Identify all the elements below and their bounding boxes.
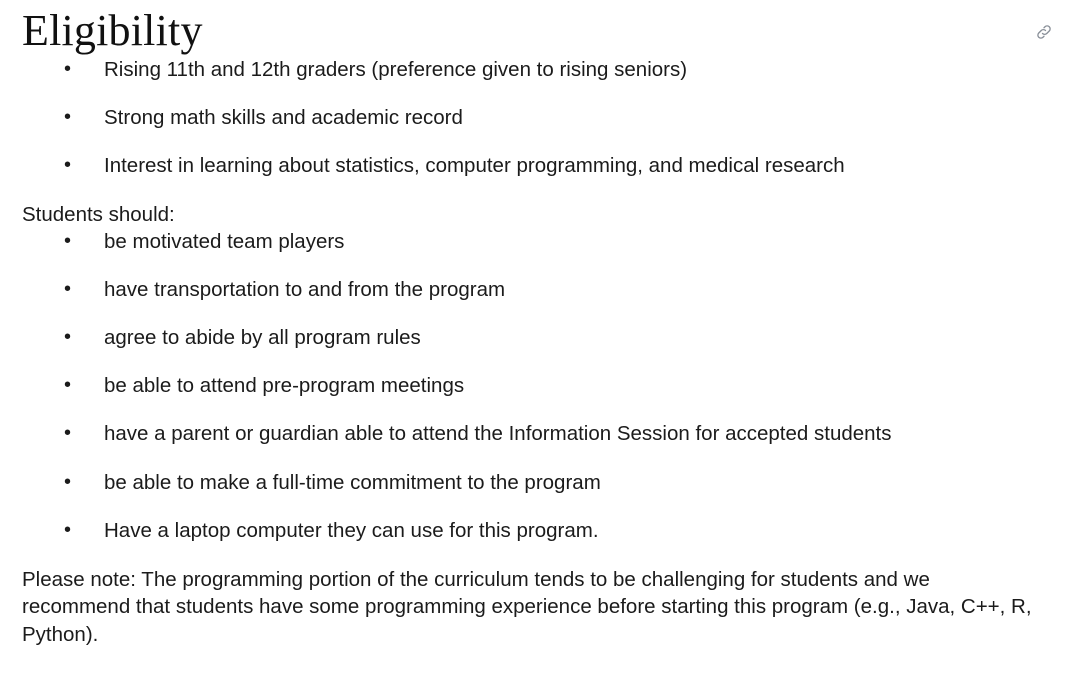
list-item-label: agree to abide by all program rules [104, 326, 421, 350]
list-item-label: be able to make a full-time commitment to the program [104, 470, 601, 494]
bullet-icon: • [64, 154, 72, 177]
bullet-icon: • [64, 105, 72, 128]
list-item-label: be motivated team players [104, 229, 345, 253]
list-item [0, 373, 1080, 399]
list-item [0, 153, 1080, 179]
list-item-label: have a parent or guardian able to attend the Information Session for accepted students [104, 422, 892, 446]
list-item [0, 57, 1080, 83]
heading-row [0, 0, 1080, 57]
list-item [0, 277, 1080, 303]
list-item-label: Have a laptop computer they can use for this program. [104, 518, 599, 542]
bullet-icon: • [64, 57, 72, 80]
link-icon[interactable] [1034, 22, 1054, 42]
bullet-icon: • [64, 470, 72, 493]
bullet-icon: • [64, 422, 72, 445]
bullet-icon: • [64, 229, 72, 252]
list-item [0, 229, 1080, 255]
bullet-icon: • [64, 374, 72, 397]
bullet-icon: • [64, 518, 72, 541]
list-item [0, 421, 1080, 447]
list-item [0, 325, 1080, 351]
list-item-label: Strong math skills and academic record [104, 105, 463, 129]
note-paragraph: Please note: The programming portion of the curriculum tends to be challenging for students and we recommend that students have some programming experience before starting this program (e.g., Java, C++, R, Python). [22, 568, 1032, 646]
bullet-icon: • [64, 277, 72, 300]
list-item-label: Rising 11th and 12th graders (preference given to rising seniors) [104, 57, 688, 81]
bullet-icon: • [64, 326, 72, 349]
list-item [0, 105, 1080, 131]
student-expectations-list [0, 229, 1080, 545]
page-title: Eligibility [22, 6, 203, 55]
intro-line: Students should: [22, 203, 175, 227]
list-item-label: Interest in learning about statistics, computer programming, and medical research [104, 154, 845, 178]
list-item [0, 518, 1080, 544]
requirements-list [0, 57, 1080, 180]
list-item-label: have transportation to and from the program [104, 277, 506, 301]
list-item [0, 470, 1080, 496]
list-item-label: be able to attend pre-program meetings [104, 374, 465, 398]
